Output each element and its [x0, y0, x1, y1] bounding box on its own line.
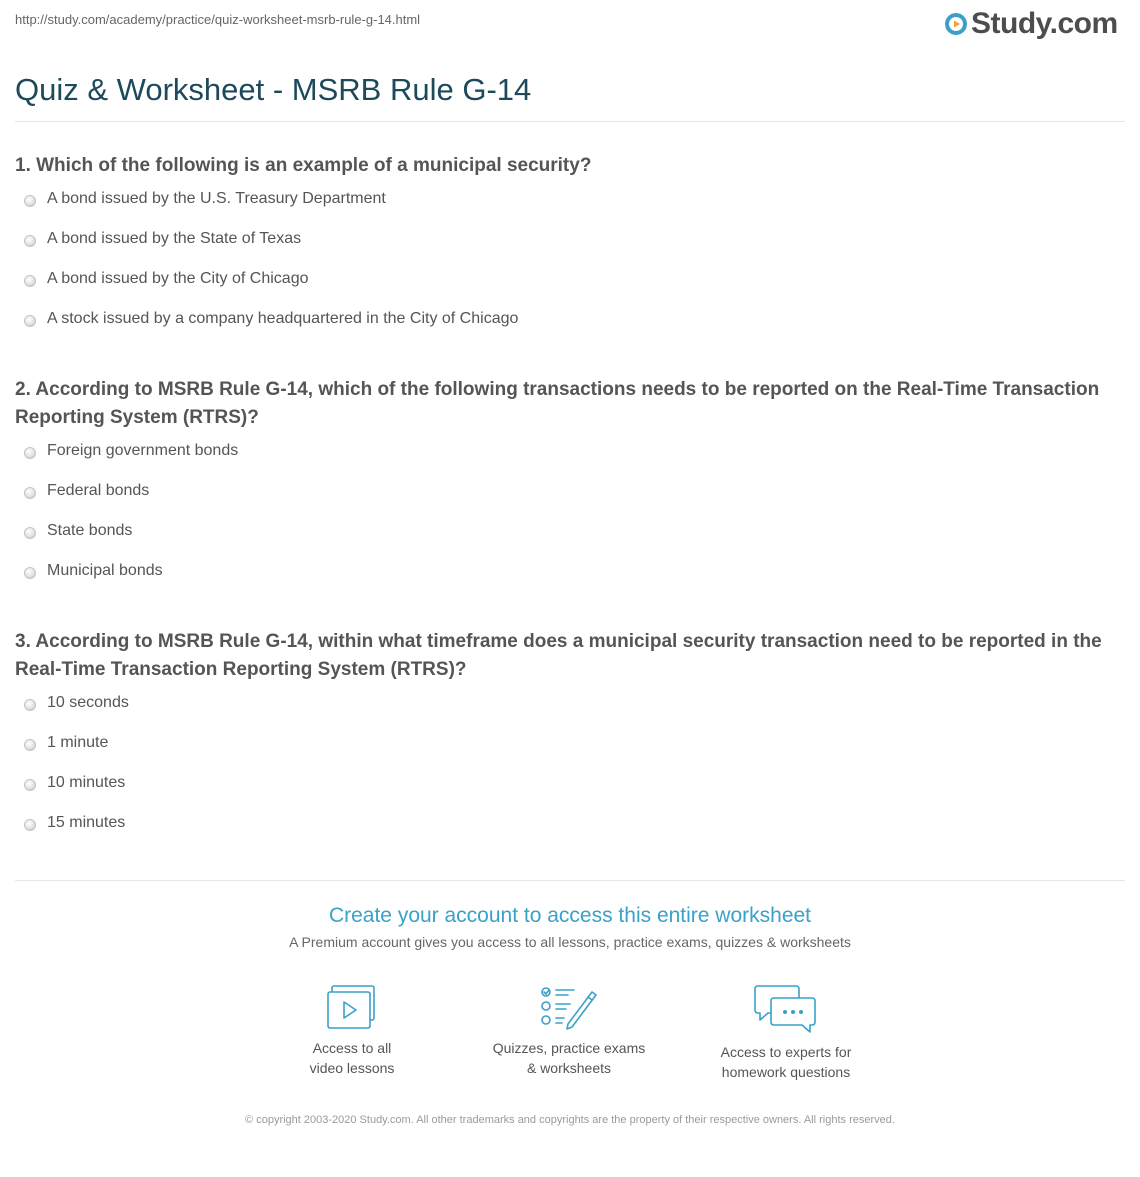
feature-label-line1: Access to all	[312, 1040, 392, 1056]
answer-option[interactable]	[15, 309, 1125, 349]
answer-option[interactable]	[15, 269, 1125, 309]
answer-option[interactable]	[15, 521, 1125, 561]
option-label: 15 minutes	[47, 814, 126, 831]
option-label: A bond issued by the State of Texas	[47, 230, 302, 247]
feature-label-line2: video lessons	[309, 1060, 395, 1076]
feature-label-line2: & worksheets	[526, 1060, 612, 1076]
option-label: 10 seconds	[47, 694, 129, 711]
radio-button[interactable]	[24, 235, 36, 247]
option-label: 1 minute	[47, 734, 109, 751]
feature-quizzes	[479, 984, 659, 1078]
option-label: A stock issued by a company headquartered in the City of Chicago	[47, 310, 519, 327]
question-text: 3. According to MSRB Rule G-14, within what timeframe does a municipal security transaction need to be reported in the Real-Time Transaction Reporting System (RTRS)?	[15, 631, 1102, 680]
answer-option[interactable]	[15, 773, 1125, 813]
chat-bubbles-icon	[754, 984, 818, 1034]
radio-button[interactable]	[24, 819, 36, 831]
answer-option[interactable]	[15, 189, 1125, 229]
cta-divider	[15, 880, 1125, 881]
cta-link[interactable]: Create your account to access this entire worksheet	[328, 904, 812, 927]
answer-option[interactable]	[15, 733, 1125, 773]
quiz-checklist-icon	[540, 984, 598, 1030]
feature-label-line2: homework questions	[721, 1064, 851, 1080]
radio-button[interactable]	[24, 739, 36, 751]
option-label: 10 minutes	[47, 774, 126, 791]
feature-experts	[696, 984, 876, 1082]
option-label: A bond issued by the City of Chicago	[47, 270, 309, 287]
option-label: Federal bonds	[47, 482, 150, 499]
logo-text: Study.com	[971, 7, 1118, 40]
option-label: Foreign government bonds	[47, 442, 239, 459]
radio-button[interactable]	[24, 567, 36, 579]
page-title: Quiz & Worksheet - MSRB Rule G-14	[15, 72, 532, 107]
feature-label-line1: Quizzes, practice exams	[492, 1040, 646, 1056]
radio-button[interactable]	[24, 275, 36, 287]
study-logo[interactable]	[944, 8, 1118, 40]
radio-button[interactable]	[24, 195, 36, 207]
premium-features	[0, 984, 1140, 1084]
question-3	[15, 628, 1125, 853]
answer-option[interactable]	[15, 693, 1125, 733]
radio-button[interactable]	[24, 447, 36, 459]
question-text: 2. According to MSRB Rule G-14, which of the following transactions needs to be reported on the Real-Time Transaction Reporting System (RTRS)?	[15, 379, 1100, 428]
option-label: State bonds	[47, 522, 133, 539]
answer-option[interactable]	[15, 229, 1125, 269]
feature-label-line1: Access to experts for	[720, 1044, 852, 1060]
radio-button[interactable]	[24, 487, 36, 499]
video-lesson-icon	[326, 984, 378, 1030]
answer-option[interactable]	[15, 561, 1125, 601]
answer-option[interactable]	[15, 441, 1125, 481]
page-url: http://study.com/academy/practice/quiz-worksheet-msrb-rule-g-14.html	[15, 12, 421, 27]
copyright-notice: © copyright 2003-2020 Study.com. All other trademarks and copyrights are the property of their respective owners. All rights reserved.	[245, 1114, 895, 1126]
answer-option[interactable]	[15, 481, 1125, 521]
option-label: Municipal bonds	[47, 562, 163, 579]
radio-button[interactable]	[24, 699, 36, 711]
question-2	[15, 376, 1125, 601]
feature-video-lessons	[262, 984, 442, 1078]
radio-button[interactable]	[24, 779, 36, 791]
question-text: 1. Which of the following is an example of a municipal security?	[15, 155, 592, 176]
answer-option[interactable]	[15, 813, 1125, 853]
radio-button[interactable]	[24, 527, 36, 539]
quiz-questions	[15, 152, 1125, 880]
signup-cta	[15, 902, 1125, 952]
play-circle-icon	[944, 12, 968, 36]
option-label: A bond issued by the U.S. Treasury Department	[47, 190, 386, 207]
title-divider	[15, 121, 1125, 122]
radio-button[interactable]	[24, 315, 36, 327]
cta-subtitle: A Premium account gives you access to all lessons, practice exams, quizzes & worksheets	[289, 934, 851, 950]
question-1	[15, 152, 1125, 349]
